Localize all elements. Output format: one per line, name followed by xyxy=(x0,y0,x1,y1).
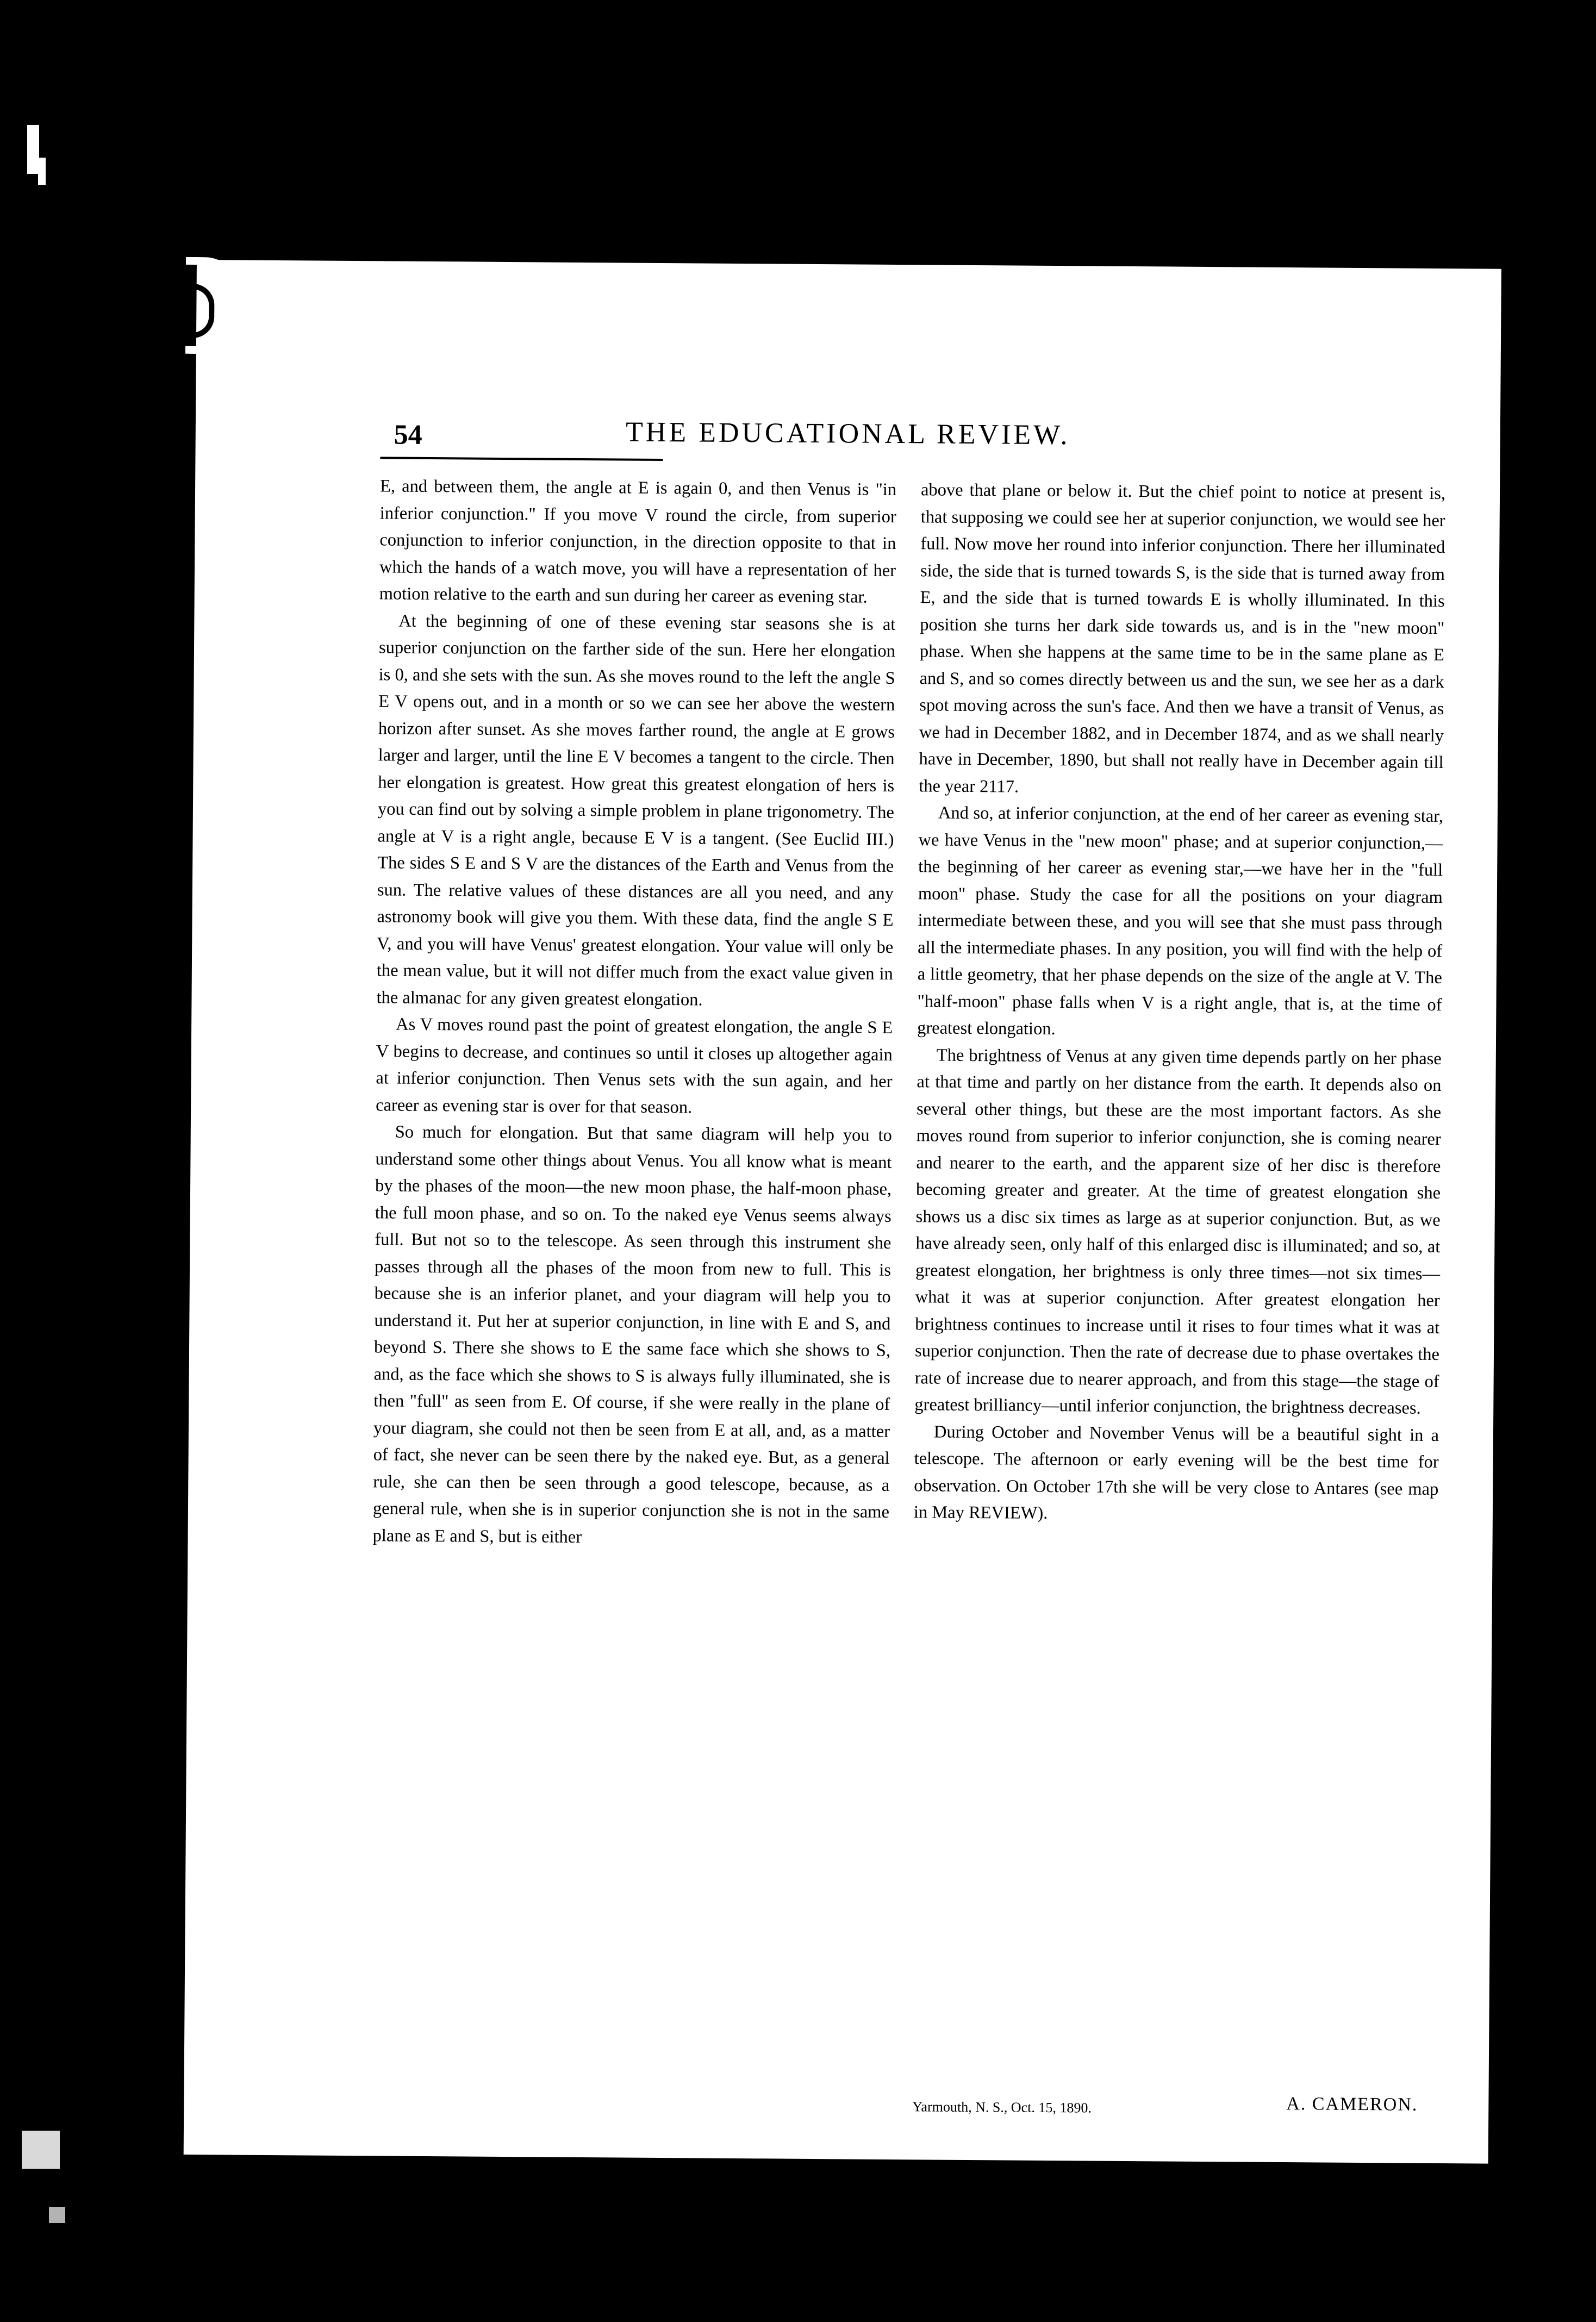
paragraph: At the beginning of one of these evening star seasons she is at superior conjunction on the farther side of the sun. Here her elongation is 0, and she sets with the sun. As she moves round to the left the angle S E V opens out, and in a month or so we can see her above the western horizon after sunset. As she moves farther round, the angle at E grows larger and larger, until the line E V becomes a tangent to the circle. Then her elongation is greatest. How great this greatest elongation of hers is you can find out by solving a simple problem in plane trigonometry. The angle at V is a right angle, because E V is a tangent. (See Euclid III.) The sides S E and S V are the distances of the Earth and Venus from the sun. The relative values of these distances are all you need, and any astronomy book will give you them. With these data, find the angle S E V, and you will have Venus' greatest elongation. Your value will only be the mean value, but it will not differ much from the exact value given in the almanac for any given greatest elongation. xyxy=(376,611,896,1010)
signature-block xyxy=(912,2091,1435,2116)
scan-speck xyxy=(27,125,39,174)
header-rule xyxy=(380,457,663,461)
paragraph: The brightness of Venus at any given time depends partly on her phase at that time and partly on her distance from the earth. It depends also on several other things, but these are the most important factors. As she moves round from superior to inferior conjunction, she is coming nearer and nearer to the earth, and the apparent size of her disc is therefore becoming greater and greater. At the time of greatest elongation she shows us a disc six times as large as at superior conjunction. But, as we have already seen, only half of this enlarged disc is illuminated; and so, at greatest elongation, her brightness is only three times—not six times—what it was at superior conjunction. After greatest elongation her brightness continues to increase until it rises to four times what it was at superior conjunction. Then the rate of decrease due to phase overtakes the rate of increase due to nearer approach, and from this stage—the stage of greatest brilliancy—until inferior conjunction, the brightness decreases. xyxy=(914,1045,1442,1418)
paragraph: So much for elongation. But that same diagram will help you to understand some other things about Venus. You all know what is meant by the phases of the moon—the new moon phase, the half-moon phase, the full moon phase, and so on. To the naked eye Venus seems always full. But not so to the telescope. As seen through this instrument she passes through all the phases of the moon from new to full. This is because she is an inferior planet, and your diagram will help you to understand it. Put her at superior conjunction, in line with E and S, and beyond S. There she shows to E the same face which she shows to S, and, as the face which she shows to S is always fully illuminated, she is then "full" as seen from E. Of course, if she were really in the plane of your diagram, she could not then be seen from E at all, and, as a matter of fact, she never can be seen there by the naked eye. But, as a general rule, she can then be seen through a good telescope, because, as a general rule, when she is in superior conjunction she is not in the same plane as E and S, but is either xyxy=(372,1122,892,1547)
scan-speck xyxy=(49,2207,65,2223)
signature-author: A. CAMERON. xyxy=(1286,2094,1418,2115)
binding-bracket xyxy=(185,257,242,354)
page-header-title: THE EDUCATIONAL REVIEW. xyxy=(625,416,1070,451)
paragraph: And so, at inferior conjunction, at the end of her career as evening star, we have Venus in the "new moon" phase; and at superior conjunction,—the beginning of her career as evening star,—we have her in the "full moon" phase. Study the case for all the positions on your diagram intermediate between these, and you will see that she must pass through all the intermediate phases. In any position, you will find with the help of a little geometry, that her phase depends on the size of the angle at V. The "half-moon" phase falls when V is a right angle, that is, at the time of greatest elongation. xyxy=(917,803,1444,1039)
paragraph: above that plane or below it. But the chief point to notice at present is, that supposing we could see her at superior conjunction, we would see her full. Now move her round into inferior conjunction. There her illuminated side, the side that is turned towards S, is the side that is turned away from E, and the side that is turned towards E is wholly illuminated. In this position she turns her dark side towards us, and is in the "new moon" phase. When she happens at the same time to be in the same plane as E and S, and so comes directly between us and the sun, we see her as a dark spot moving across the sun's face. And then we have a transit of Venus, as we had in December 1882, and in December 1874, and as we shall nearly have in December, 1890, but shall not really have in December again till the year 2117. xyxy=(919,480,1446,797)
scan-speck xyxy=(22,2131,60,2169)
page-number: 54 xyxy=(394,419,422,451)
paragraph: E, and between them, the angle at E is again 0, and then Venus is "in inferior conjunction." If you move V round the circle, from superior conjunction to inferior conjunction, in the direction opposite to that in which the hands of a watch move, you will have a representation of her motion relative to the earth and sun during her career as evening star. xyxy=(379,476,897,607)
paragraph: During October and November Venus will be a beautiful sight in a telescope. The afternoon or early evening will be the best time for observation. On October 17th she will be very close to Antares (see map in May REVIEW). xyxy=(913,1422,1439,1523)
right-column xyxy=(914,477,1445,1530)
document-page xyxy=(184,260,1501,2164)
paragraph: As V moves round past the point of greatest elongation, the angle S E V begins to decrease, and continues so until it closes up altogether again at inferior conjunction. Then Venus sets with the sun again, and her career as evening star is over for that season. xyxy=(376,1014,893,1117)
left-column xyxy=(372,473,896,1553)
signature-place-date: Yarmouth, N. S., Oct. 15, 1890. xyxy=(912,2099,1092,2116)
scan-speck xyxy=(38,158,46,185)
